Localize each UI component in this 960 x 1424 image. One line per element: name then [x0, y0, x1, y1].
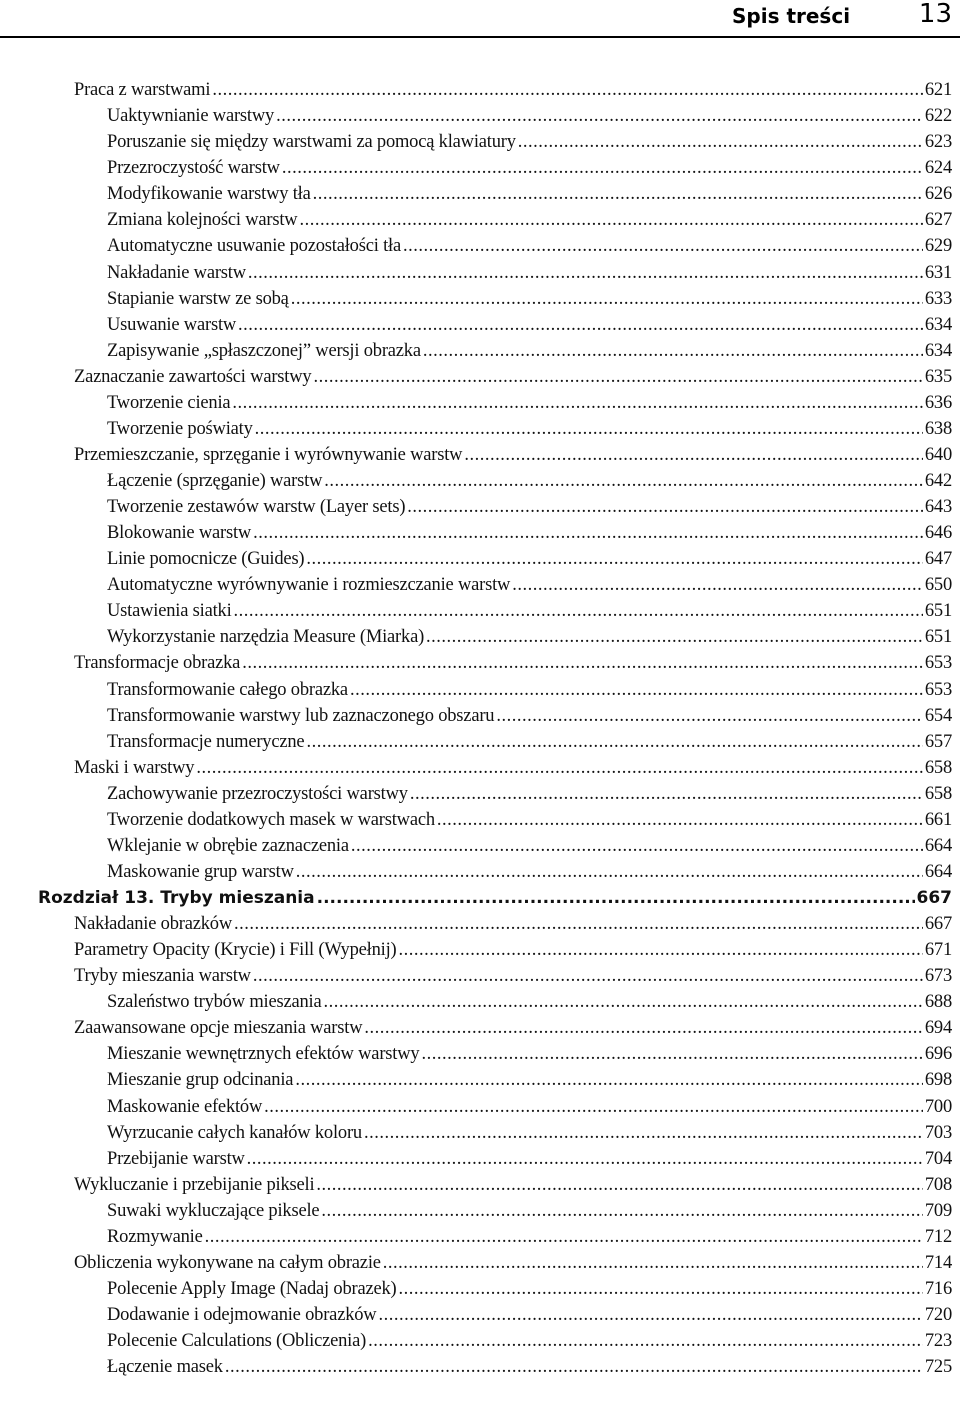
toc-entry [0, 1196, 960, 1222]
dot-leader [383, 1252, 923, 1274]
toc-entry-page: 723 [924, 1331, 952, 1352]
toc-entry-page: 633 [924, 288, 952, 309]
toc-entry-page: 704 [924, 1148, 952, 1169]
toc-entry-title: Polecenie Calculations (Obliczenia) [107, 1331, 367, 1352]
toc-entry-title: Mieszanie wewnętrznych efektów warstwy [107, 1044, 420, 1065]
toc-entry-page: 709 [924, 1200, 952, 1221]
toc-entry-page: 664 [924, 861, 952, 882]
toc-entry-page: 651 [924, 627, 952, 648]
toc-entry [0, 648, 960, 674]
toc-entry [0, 570, 960, 596]
dot-leader [321, 1200, 922, 1222]
dot-leader [242, 652, 923, 674]
toc-entry [0, 127, 960, 153]
toc-entry [0, 1091, 960, 1117]
toc-entry [0, 257, 960, 283]
toc-entry-page: 725 [924, 1357, 952, 1378]
dot-leader [351, 835, 923, 857]
toc-entry-page: 671 [924, 940, 952, 961]
toc-entry [0, 909, 960, 935]
toc-entry-page: 720 [924, 1305, 952, 1325]
toc-entry-page: 640 [924, 444, 952, 465]
toc-entry [0, 1352, 960, 1378]
toc-entry [0, 1300, 960, 1326]
toc-entry-page: 634 [924, 314, 952, 335]
dot-leader [378, 1304, 922, 1326]
header-rule [0, 36, 960, 38]
dot-leader [407, 496, 923, 518]
dot-leader [225, 1356, 923, 1378]
toc-entry-page: 714 [924, 1252, 952, 1273]
dot-leader [234, 913, 923, 935]
dot-leader [253, 522, 923, 544]
dot-leader [313, 366, 922, 388]
dot-leader [299, 209, 922, 231]
toc-entry-title: Wyrzucanie całych kanałów koloru [107, 1122, 362, 1143]
toc-entry-title: Zachowywanie przezroczystości warstwy [107, 783, 408, 804]
toc-entry [0, 518, 960, 544]
toc-entry [0, 1248, 960, 1274]
toc-entry-page: 696 [924, 1044, 952, 1065]
toc-entry-title: Zapisywanie „spłaszczonej” wersji obrazka [107, 340, 421, 361]
toc-entry-title: Rozmywanie [107, 1226, 203, 1247]
dot-leader [324, 991, 923, 1013]
toc-entry-title: Automatyczne usuwanie pozostałości tła [107, 236, 401, 257]
toc-entry-title: Wykorzystanie narzędzia Measure (Miarka) [107, 627, 425, 648]
toc-entry [0, 414, 960, 440]
toc-entry-title: Transformowanie warstwy lub zaznaczonego obszaru [107, 705, 495, 726]
dot-leader [399, 1278, 923, 1300]
toc-entry-title: Parametry Opacity (Krycie) i Fill (Wypełnij) [74, 940, 397, 961]
dot-leader [350, 679, 923, 701]
toc-entry-page: 698 [924, 1070, 952, 1091]
dot-leader [403, 235, 923, 257]
toc-entry-page: 626 [924, 184, 952, 205]
toc-entry-title: Tryby mieszania warstw [74, 966, 251, 987]
toc-entry-title: Łączenie masek [107, 1357, 223, 1378]
running-header [0, 0, 960, 40]
toc-entry [0, 1326, 960, 1352]
toc-entry-page: 664 [924, 835, 952, 856]
toc-entry-page: 667 [916, 888, 952, 908]
dot-leader [232, 392, 922, 414]
toc-entry [0, 1274, 960, 1300]
toc-entry-page: 634 [924, 340, 952, 361]
toc-entry-page: 673 [924, 966, 952, 987]
toc-entry-page: 623 [924, 132, 952, 153]
toc-entry [0, 1170, 960, 1196]
toc-entry-title: Maskowanie grup warstw [107, 861, 294, 882]
toc-entry [0, 935, 960, 961]
toc-entry-title: Tworzenie zestawów warstw (Layer sets) [107, 497, 406, 518]
toc-entry-page: 667 [924, 914, 952, 935]
toc-entry [0, 492, 960, 518]
toc-entry-title: Tworzenie dodatkowych masek w warstwach [107, 809, 435, 830]
toc-entry [0, 231, 960, 257]
toc-entry-title: Mieszanie grup odcinania [107, 1070, 294, 1091]
dot-leader [410, 783, 923, 805]
toc-entry [0, 596, 960, 622]
toc-entry [0, 1144, 960, 1170]
toc-entry-page: 654 [924, 705, 952, 726]
toc-entry-page: 700 [924, 1096, 952, 1117]
toc-entry-title: Maskowanie efektów [107, 1096, 263, 1117]
toc-entry-page: 647 [924, 549, 952, 570]
toc-entry [0, 753, 960, 779]
toc-entry-title: Linie pomocnicze (Guides) [107, 549, 305, 570]
dot-leader [518, 131, 923, 153]
toc-entry [0, 440, 960, 466]
dot-leader [196, 757, 923, 779]
toc-entry-title: Ustawienia siatki [107, 601, 232, 622]
toc-entry [0, 1118, 960, 1144]
toc-entry-title: Tworzenie cienia [107, 392, 231, 413]
toc-entry [0, 336, 960, 362]
toc-entry-title: Dodawanie i odejmowanie obrazków [107, 1305, 377, 1325]
toc-entry-title: Wklejanie w obrębie zaznaczenia [107, 835, 349, 856]
toc-entry-page: 646 [924, 523, 952, 544]
dot-leader [282, 157, 923, 179]
dot-leader [247, 1148, 923, 1170]
dot-leader [464, 444, 923, 466]
toc-entry-title: Tworzenie poświaty [107, 418, 253, 439]
toc-entry-title: Nakładanie obrazków [74, 914, 233, 935]
dot-leader [255, 418, 923, 440]
toc-entry-title: Obliczenia wykonywane na całym obrazie [74, 1252, 381, 1273]
toc-entry-page: 716 [924, 1278, 952, 1299]
dot-leader [234, 600, 923, 622]
toc-entry [0, 622, 960, 648]
toc-entry-title: Suwaki wykluczające piksele [107, 1200, 320, 1221]
toc-entry-page: 688 [924, 992, 952, 1013]
toc-entry-title: Praca z warstwami [74, 80, 211, 101]
toc-entry-page: 643 [924, 497, 952, 518]
dot-leader [291, 288, 923, 310]
toc-entry [0, 1013, 960, 1039]
toc-entry-title: Transformowanie całego obrazka [107, 679, 348, 700]
toc-entry [0, 1065, 960, 1091]
toc-entry-title: Poruszanie się między warstwami za pomocą klawiatury [107, 132, 516, 153]
toc-entry-page: 651 [924, 601, 952, 622]
toc-entry-title: Uaktywnianie warstwy [107, 106, 275, 127]
dot-leader [253, 965, 923, 987]
toc-entry [0, 805, 960, 831]
toc-entry [0, 205, 960, 231]
table-of-contents [0, 75, 960, 1378]
dot-leader [276, 105, 923, 127]
toc-entry [0, 779, 960, 805]
toc-entry [0, 1039, 960, 1065]
toc-entry-page: 661 [924, 809, 952, 830]
toc-entry-title: Przezroczystość warstw [107, 158, 280, 179]
toc-entry-title: Przemieszczanie, sprzęganie i wyrównywanie warstw [74, 444, 463, 465]
toc-entry-title: Łączenie (sprzęganie) warstw [107, 471, 323, 491]
toc-entry-page: 635 [924, 366, 952, 387]
dot-leader [248, 262, 923, 284]
toc-entry-title: Rozdział 13. Tryby mieszania [38, 888, 315, 908]
dot-leader [238, 314, 923, 336]
toc-entry [0, 857, 960, 883]
toc-entry-page: 621 [924, 80, 952, 101]
dot-leader [421, 1043, 922, 1065]
toc-entry [0, 310, 960, 336]
dot-leader [364, 1017, 922, 1039]
toc-entry-page: 638 [924, 418, 952, 439]
toc-entry-title: Transformacje obrazka [74, 653, 241, 674]
toc-entry-page: 657 [924, 731, 952, 752]
toc-chapter-entry [0, 883, 960, 909]
toc-entry-page: 631 [924, 262, 952, 283]
toc-entry-page: 703 [924, 1122, 952, 1143]
dot-leader [437, 809, 923, 831]
toc-entry [0, 466, 960, 492]
toc-entry-title: Zaznaczanie zawartości warstwy [74, 366, 312, 387]
toc-entry [0, 179, 960, 205]
toc-entry [0, 388, 960, 414]
toc-entry [0, 1222, 960, 1248]
dot-leader [296, 861, 923, 883]
dot-leader [306, 548, 922, 570]
toc-entry-page: 658 [924, 783, 952, 804]
dot-leader [512, 574, 923, 596]
dot-leader [496, 705, 923, 727]
toc-entry [0, 727, 960, 753]
dot-leader [264, 1096, 923, 1118]
toc-entry [0, 362, 960, 388]
dot-leader [324, 470, 923, 492]
header-title: Spis treści [732, 4, 851, 28]
toc-entry [0, 987, 960, 1013]
dot-leader [295, 1069, 923, 1091]
toc-entry-title: Maski i warstwy [74, 757, 195, 778]
toc-entry-page: 653 [924, 679, 952, 700]
dot-leader [316, 1174, 922, 1196]
toc-entry-page: 624 [924, 158, 952, 179]
toc-entry-title: Wykluczanie i przebijanie pikseli [74, 1174, 315, 1195]
toc-entry-page: 694 [924, 1018, 952, 1039]
toc-entry-page: 629 [924, 236, 952, 257]
toc-entry-title: Transformacje numeryczne [107, 731, 305, 752]
dot-leader [364, 1122, 923, 1144]
toc-entry [0, 544, 960, 570]
dot-leader [426, 626, 923, 648]
dot-leader [212, 79, 923, 101]
dot-leader [368, 1330, 923, 1352]
toc-entry-title: Blokowanie warstw [107, 523, 252, 544]
toc-entry-title: Stapianie warstw ze sobą [107, 288, 289, 309]
toc-entry-title: Modyfikowanie warstwy tła [107, 184, 311, 205]
toc-entry-page: 636 [924, 392, 952, 413]
toc-entry-page: 622 [924, 106, 952, 127]
toc-entry-page: 627 [924, 210, 952, 231]
toc-entry-page: 708 [924, 1174, 952, 1195]
toc-entry [0, 831, 960, 857]
toc-entry [0, 961, 960, 987]
toc-entry-page: 650 [924, 575, 952, 596]
toc-entry-title: Usuwanie warstw [107, 314, 237, 335]
dot-leader [205, 1226, 923, 1248]
dot-leader [313, 183, 923, 205]
toc-entry [0, 674, 960, 700]
toc-entry [0, 101, 960, 127]
toc-entry-page: 653 [924, 653, 952, 674]
dot-leader [317, 887, 915, 909]
toc-entry-title: Przebijanie warstw [107, 1148, 245, 1169]
dot-leader [398, 939, 922, 961]
header-page-number: 13 [918, 0, 952, 29]
dot-leader [306, 731, 922, 753]
toc-entry-title: Polecenie Apply Image (Nadaj obrazek) [107, 1278, 397, 1299]
toc-entry [0, 701, 960, 727]
toc-entry-page: 712 [924, 1226, 952, 1247]
toc-entry-title: Automatyczne wyrównywanie i rozmieszczanie warstw [107, 575, 511, 596]
toc-entry-title: Nakładanie warstw [107, 262, 246, 283]
dot-leader [423, 340, 923, 362]
toc-entry [0, 284, 960, 310]
toc-entry-page: 642 [924, 471, 952, 491]
toc-entry-page: 658 [924, 757, 952, 778]
toc-entry [0, 153, 960, 179]
toc-entry-title: Zmiana kolejności warstw [107, 210, 298, 231]
toc-entry-title: Zaawansowane opcje mieszania warstw [74, 1018, 363, 1039]
toc-entry [0, 75, 960, 101]
toc-entry-title: Szaleństwo trybów mieszania [107, 992, 322, 1013]
